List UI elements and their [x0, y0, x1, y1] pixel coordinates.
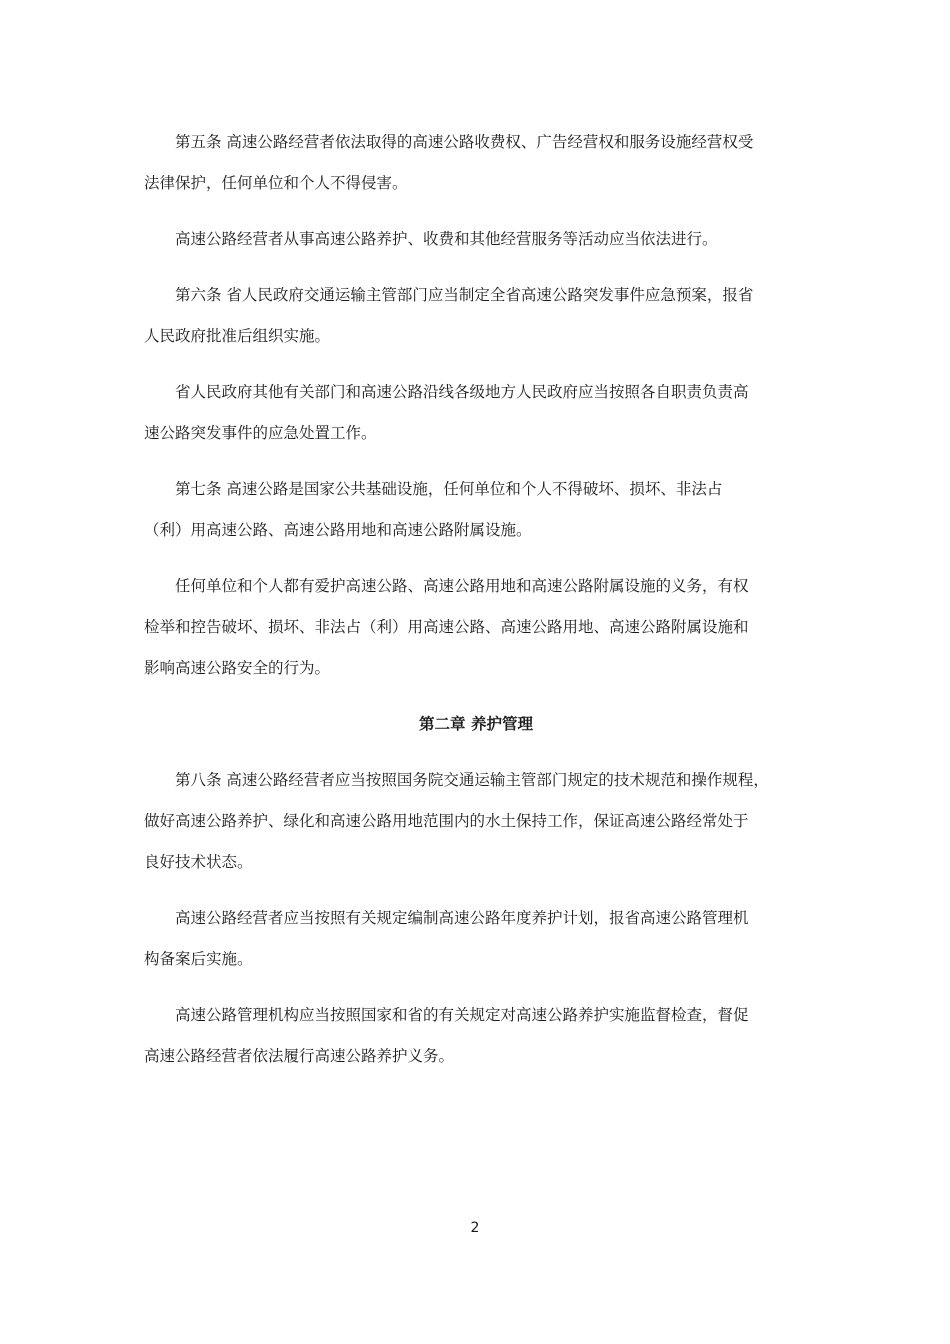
- paragraph-line: 任何单位和个人都有爱护高速公路、高速公路用地和高速公路附属设施的义务，有权: [175, 577, 749, 595]
- document-body: [144, 122, 808, 1092]
- article-6-paragraph: [144, 275, 808, 357]
- article-8-clause-3: [144, 995, 808, 1077]
- paragraph-line: 高速公路经营者从事高速公路养护、收费和其他经营服务等活动应当依法进行。: [175, 230, 718, 248]
- paragraph-line: 第七条 高速公路是国家公共基础设施，任何单位和个人不得破坏、损坏、非法占: [175, 480, 723, 498]
- paragraph-line: 高速公路管理机构应当按照国家和省的有关规定对高速公路养护实施监督检查，督促: [175, 1006, 749, 1024]
- paragraph-line: 良好技术状态。: [144, 853, 253, 871]
- paragraph-line: 检举和控告破坏、损坏、非法占（利）用高速公路、高速公路用地、高速公路附属设施和: [144, 618, 749, 636]
- chapter-heading: 第二章 养护管理: [419, 715, 533, 733]
- article-7-paragraph: [144, 469, 808, 551]
- article-8-paragraph: [144, 760, 808, 883]
- paragraph-line: （利）用高速公路、高速公路用地和高速公路附属设施。: [144, 521, 532, 539]
- paragraph-line: 省人民政府其他有关部门和高速公路沿线各级地方人民政府应当按照各自职责负责高: [175, 383, 749, 401]
- page-number: 2: [470, 1220, 480, 1236]
- paragraph-line: 人民政府批准后组织实施。: [144, 327, 331, 345]
- article-8-clause-2: [144, 898, 808, 980]
- paragraph-line: 做好高速公路养护、绿化和高速公路用地范围内的水土保持工作，保证高速公路经常处于: [144, 812, 749, 830]
- paragraph-line: 高速公路经营者应当按照有关规定编制高速公路年度养护计划，报省高速公路管理机: [175, 909, 749, 927]
- paragraph-line: 构备案后实施。: [144, 950, 253, 968]
- article-7-clause-2: [144, 566, 808, 689]
- paragraph-line: 第五条 高速公路经营者依法取得的高速公路收费权、广告经营权和服务设施经营权受: [175, 133, 754, 151]
- article-5-clause-2: [144, 219, 808, 260]
- article-5-paragraph: [144, 122, 808, 204]
- paragraph-line: 高速公路经营者依法履行高速公路养护义务。: [144, 1047, 455, 1065]
- article-6-clause-2: [144, 372, 808, 454]
- paragraph-line: 速公路突发事件的应急处置工作。: [144, 424, 377, 442]
- paragraph-line: 第八条 高速公路经营者应当按照国务院交通运输主管部门规定的技术规范和操作规程，: [175, 771, 769, 789]
- paragraph-line: 法律保护，任何单位和个人不得侵害。: [144, 174, 408, 192]
- paragraph-line: 影响高速公路安全的行为。: [144, 659, 331, 677]
- paragraph-line: 第六条 省人民政府交通运输主管部门应当制定全省高速公路突发事件应急预案，报省: [175, 286, 754, 304]
